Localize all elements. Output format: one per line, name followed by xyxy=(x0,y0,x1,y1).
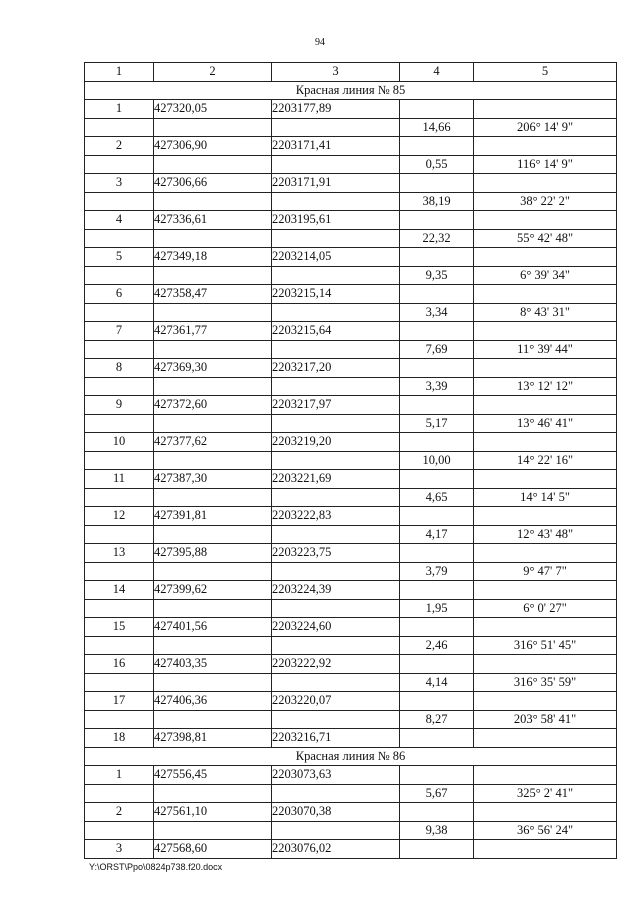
empty-cell xyxy=(154,377,272,396)
segment-distance: 5,17 xyxy=(400,414,474,433)
segment-row xyxy=(85,340,617,359)
empty-cell xyxy=(154,229,272,248)
coordinate-y: 2203223,75 xyxy=(272,544,400,563)
segment-distance: 4,65 xyxy=(400,488,474,507)
empty-cell xyxy=(85,784,154,803)
coordinate-x: 427561,10 xyxy=(154,803,272,822)
point-number: 5 xyxy=(85,248,154,267)
empty-cell xyxy=(154,266,272,285)
empty-cell xyxy=(272,377,400,396)
empty-cell xyxy=(85,451,154,470)
segment-distance: 4,14 xyxy=(400,673,474,692)
segment-row xyxy=(85,784,617,803)
segment-row xyxy=(85,266,617,285)
segment-bearing: 203° 58' 41" xyxy=(474,710,617,729)
empty-cell xyxy=(474,840,617,859)
coordinate-y: 2203171,91 xyxy=(272,174,400,193)
empty-cell xyxy=(400,581,474,600)
point-number: 7 xyxy=(85,322,154,341)
segment-bearing: 14° 22' 16" xyxy=(474,451,617,470)
point-row xyxy=(85,433,617,452)
point-row xyxy=(85,137,617,156)
empty-cell xyxy=(400,729,474,748)
segment-row xyxy=(85,192,617,211)
coordinate-y: 2203216,71 xyxy=(272,729,400,748)
segment-row xyxy=(85,118,617,137)
empty-cell xyxy=(85,525,154,544)
point-number: 18 xyxy=(85,729,154,748)
empty-cell xyxy=(154,118,272,137)
coordinate-x: 427403,35 xyxy=(154,655,272,674)
empty-cell xyxy=(474,766,617,785)
empty-cell xyxy=(272,340,400,359)
point-number: 12 xyxy=(85,507,154,526)
segment-bearing: 14° 14' 5" xyxy=(474,488,617,507)
coordinate-x: 427361,77 xyxy=(154,322,272,341)
point-row xyxy=(85,248,617,267)
empty-cell xyxy=(272,488,400,507)
segment-bearing: 316° 35' 59" xyxy=(474,673,617,692)
coordinate-y: 2203215,14 xyxy=(272,285,400,304)
empty-cell xyxy=(474,137,617,156)
empty-cell xyxy=(474,618,617,637)
empty-cell xyxy=(154,673,272,692)
empty-cell xyxy=(474,581,617,600)
segment-bearing: 12° 43' 48" xyxy=(474,525,617,544)
coordinate-y: 2203224,39 xyxy=(272,581,400,600)
point-number: 10 xyxy=(85,433,154,452)
coordinate-x: 427406,36 xyxy=(154,692,272,711)
segment-distance: 3,34 xyxy=(400,303,474,322)
segment-distance: 38,19 xyxy=(400,192,474,211)
segment-row xyxy=(85,451,617,470)
header-col-4: 4 xyxy=(400,63,474,82)
point-number: 11 xyxy=(85,470,154,489)
point-row xyxy=(85,766,617,785)
empty-cell xyxy=(272,192,400,211)
segment-distance: 14,66 xyxy=(400,118,474,137)
empty-cell xyxy=(85,673,154,692)
empty-cell xyxy=(154,636,272,655)
section-title: Красная линия № 85 xyxy=(85,81,617,100)
point-number: 14 xyxy=(85,581,154,600)
point-row xyxy=(85,803,617,822)
empty-cell xyxy=(154,784,272,803)
empty-cell xyxy=(400,803,474,822)
segment-row xyxy=(85,821,617,840)
point-row xyxy=(85,174,617,193)
coordinate-x: 427387,30 xyxy=(154,470,272,489)
header-col-3: 3 xyxy=(272,63,400,82)
empty-cell xyxy=(474,100,617,119)
point-number: 3 xyxy=(85,840,154,859)
table-body xyxy=(85,63,617,859)
empty-cell xyxy=(474,544,617,563)
segment-row xyxy=(85,673,617,692)
segment-bearing: 325° 2' 41" xyxy=(474,784,617,803)
empty-cell xyxy=(400,840,474,859)
empty-cell xyxy=(272,636,400,655)
segment-row xyxy=(85,710,617,729)
segment-bearing: 55° 42' 48" xyxy=(474,229,617,248)
point-row xyxy=(85,359,617,378)
point-row xyxy=(85,211,617,230)
segment-bearing: 13° 12' 12" xyxy=(474,377,617,396)
segment-distance: 2,46 xyxy=(400,636,474,655)
empty-cell xyxy=(85,414,154,433)
section-title-row xyxy=(85,747,617,766)
empty-cell xyxy=(272,599,400,618)
empty-cell xyxy=(154,155,272,174)
empty-cell xyxy=(400,544,474,563)
coordinates-table xyxy=(84,62,617,859)
segment-distance: 3,79 xyxy=(400,562,474,581)
empty-cell xyxy=(400,766,474,785)
coordinate-y: 2203221,69 xyxy=(272,470,400,489)
empty-cell xyxy=(272,414,400,433)
empty-cell xyxy=(154,488,272,507)
point-number: 1 xyxy=(85,100,154,119)
empty-cell xyxy=(272,821,400,840)
empty-cell xyxy=(85,118,154,137)
point-number: 6 xyxy=(85,285,154,304)
empty-cell xyxy=(474,729,617,748)
segment-bearing: 206° 14' 9" xyxy=(474,118,617,137)
empty-cell xyxy=(400,433,474,452)
section-title: Красная линия № 86 xyxy=(85,747,617,766)
coordinate-y: 2203076,02 xyxy=(272,840,400,859)
coordinate-y: 2203070,38 xyxy=(272,803,400,822)
point-row xyxy=(85,581,617,600)
coordinate-x: 427391,81 xyxy=(154,507,272,526)
empty-cell xyxy=(474,211,617,230)
point-row xyxy=(85,507,617,526)
empty-cell xyxy=(154,525,272,544)
segment-bearing: 6° 39' 34" xyxy=(474,266,617,285)
point-row xyxy=(85,618,617,637)
point-number: 17 xyxy=(85,692,154,711)
coordinate-x: 427336,61 xyxy=(154,211,272,230)
coordinate-x: 427401,56 xyxy=(154,618,272,637)
empty-cell xyxy=(400,137,474,156)
empty-cell xyxy=(474,433,617,452)
segment-distance: 1,95 xyxy=(400,599,474,618)
segment-bearing: 38° 22' 2" xyxy=(474,192,617,211)
point-row xyxy=(85,100,617,119)
coordinate-x: 427358,47 xyxy=(154,285,272,304)
coordinate-y: 2203222,83 xyxy=(272,507,400,526)
point-number: 4 xyxy=(85,211,154,230)
segment-bearing: 6° 0' 27" xyxy=(474,599,617,618)
segment-distance: 9,35 xyxy=(400,266,474,285)
empty-cell xyxy=(85,377,154,396)
empty-cell xyxy=(474,803,617,822)
empty-cell xyxy=(85,266,154,285)
point-row xyxy=(85,285,617,304)
empty-cell xyxy=(85,229,154,248)
empty-cell xyxy=(400,507,474,526)
header-col-1: 1 xyxy=(85,63,154,82)
empty-cell xyxy=(85,340,154,359)
header-col-2: 2 xyxy=(154,63,272,82)
empty-cell xyxy=(154,562,272,581)
page-number: 94 xyxy=(315,37,325,48)
empty-cell xyxy=(400,359,474,378)
empty-cell xyxy=(400,248,474,267)
point-number: 2 xyxy=(85,137,154,156)
header-row xyxy=(85,63,617,82)
empty-cell xyxy=(154,451,272,470)
empty-cell xyxy=(400,692,474,711)
segment-row xyxy=(85,229,617,248)
empty-cell xyxy=(272,266,400,285)
point-row xyxy=(85,840,617,859)
segment-distance: 10,00 xyxy=(400,451,474,470)
empty-cell xyxy=(400,100,474,119)
segment-distance: 5,67 xyxy=(400,784,474,803)
empty-cell xyxy=(154,303,272,322)
footer-file-path: Y:\ORST\Ppo\0824p738.f20.docx xyxy=(89,862,223,872)
coordinate-y: 2203073,63 xyxy=(272,766,400,785)
empty-cell xyxy=(474,322,617,341)
empty-cell xyxy=(272,710,400,729)
empty-cell xyxy=(400,174,474,193)
coordinate-y: 2203171,41 xyxy=(272,137,400,156)
empty-cell xyxy=(474,248,617,267)
empty-cell xyxy=(272,155,400,174)
coordinate-x: 427349,18 xyxy=(154,248,272,267)
segment-bearing: 9° 47' 7" xyxy=(474,562,617,581)
empty-cell xyxy=(85,303,154,322)
empty-cell xyxy=(85,599,154,618)
segment-row xyxy=(85,303,617,322)
coordinate-x: 427306,66 xyxy=(154,174,272,193)
coordinate-y: 2203219,20 xyxy=(272,433,400,452)
point-number: 16 xyxy=(85,655,154,674)
point-row xyxy=(85,729,617,748)
segment-row xyxy=(85,562,617,581)
empty-cell xyxy=(85,636,154,655)
coordinate-x: 427556,45 xyxy=(154,766,272,785)
segment-bearing: 316° 51' 45" xyxy=(474,636,617,655)
point-number: 15 xyxy=(85,618,154,637)
segment-row xyxy=(85,599,617,618)
coordinate-y: 2203224,60 xyxy=(272,618,400,637)
coordinate-x: 427377,62 xyxy=(154,433,272,452)
point-row xyxy=(85,396,617,415)
empty-cell xyxy=(85,562,154,581)
empty-cell xyxy=(400,322,474,341)
empty-cell xyxy=(474,174,617,193)
coordinate-x: 427320,05 xyxy=(154,100,272,119)
empty-cell xyxy=(400,618,474,637)
segment-distance: 7,69 xyxy=(400,340,474,359)
coordinate-x: 427398,81 xyxy=(154,729,272,748)
segment-row xyxy=(85,414,617,433)
coordinate-x: 427399,62 xyxy=(154,581,272,600)
point-number: 8 xyxy=(85,359,154,378)
segment-row xyxy=(85,155,617,174)
segment-bearing: 8° 43' 31" xyxy=(474,303,617,322)
segment-distance: 0,55 xyxy=(400,155,474,174)
empty-cell xyxy=(474,396,617,415)
coordinate-y: 2203222,92 xyxy=(272,655,400,674)
segment-row xyxy=(85,525,617,544)
empty-cell xyxy=(474,285,617,304)
segment-bearing: 13° 46' 41" xyxy=(474,414,617,433)
segment-bearing: 36° 56' 24" xyxy=(474,821,617,840)
empty-cell xyxy=(272,118,400,137)
empty-cell xyxy=(154,340,272,359)
segment-distance: 22,32 xyxy=(400,229,474,248)
empty-cell xyxy=(154,710,272,729)
segment-row xyxy=(85,377,617,396)
empty-cell xyxy=(272,784,400,803)
segment-bearing: 11° 39' 44" xyxy=(474,340,617,359)
empty-cell xyxy=(85,488,154,507)
point-row xyxy=(85,692,617,711)
segment-distance: 8,27 xyxy=(400,710,474,729)
segment-bearing: 116° 14' 9" xyxy=(474,155,617,174)
coordinate-x: 427372,60 xyxy=(154,396,272,415)
empty-cell xyxy=(400,396,474,415)
empty-cell xyxy=(474,655,617,674)
empty-cell xyxy=(400,470,474,489)
coordinate-y: 2203177,89 xyxy=(272,100,400,119)
empty-cell xyxy=(85,192,154,211)
point-number: 2 xyxy=(85,803,154,822)
point-row xyxy=(85,470,617,489)
empty-cell xyxy=(154,599,272,618)
coordinate-y: 2203195,61 xyxy=(272,211,400,230)
empty-cell xyxy=(272,451,400,470)
coordinate-x: 427369,30 xyxy=(154,359,272,378)
empty-cell xyxy=(272,303,400,322)
coordinate-x: 427568,60 xyxy=(154,840,272,859)
header-col-5: 5 xyxy=(474,63,617,82)
coordinate-x: 427306,90 xyxy=(154,137,272,156)
segment-distance: 4,17 xyxy=(400,525,474,544)
coordinate-y: 2203215,64 xyxy=(272,322,400,341)
empty-cell xyxy=(272,229,400,248)
coordinate-y: 2203220,07 xyxy=(272,692,400,711)
point-number: 3 xyxy=(85,174,154,193)
point-row xyxy=(85,655,617,674)
coordinate-y: 2203217,20 xyxy=(272,359,400,378)
empty-cell xyxy=(154,821,272,840)
point-row xyxy=(85,544,617,563)
section-title-row xyxy=(85,81,617,100)
segment-row xyxy=(85,488,617,507)
empty-cell xyxy=(85,821,154,840)
empty-cell xyxy=(154,414,272,433)
empty-cell xyxy=(154,192,272,211)
empty-cell xyxy=(272,525,400,544)
coordinate-x: 427395,88 xyxy=(154,544,272,563)
empty-cell xyxy=(272,673,400,692)
coordinate-y: 2203217,97 xyxy=(272,396,400,415)
segment-row xyxy=(85,636,617,655)
empty-cell xyxy=(85,155,154,174)
empty-cell xyxy=(474,470,617,489)
empty-cell xyxy=(272,562,400,581)
segment-distance: 9,38 xyxy=(400,821,474,840)
point-number: 1 xyxy=(85,766,154,785)
coordinate-y: 2203214,05 xyxy=(272,248,400,267)
point-number: 13 xyxy=(85,544,154,563)
empty-cell xyxy=(400,655,474,674)
empty-cell xyxy=(400,285,474,304)
empty-cell xyxy=(85,710,154,729)
empty-cell xyxy=(474,507,617,526)
empty-cell xyxy=(400,211,474,230)
point-number: 9 xyxy=(85,396,154,415)
empty-cell xyxy=(474,359,617,378)
empty-cell xyxy=(474,692,617,711)
point-row xyxy=(85,322,617,341)
segment-distance: 3,39 xyxy=(400,377,474,396)
